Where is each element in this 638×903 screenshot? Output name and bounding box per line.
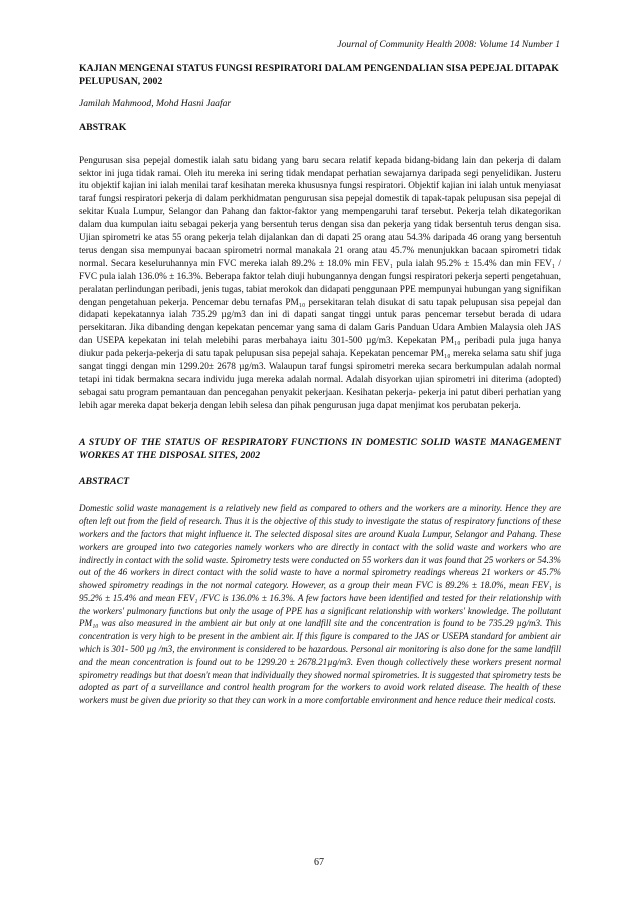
abstract-english: Domestic solid waste management is a relatively new field as compared to others and the workers are a minority. Hence they are often left out from the field of research. Thus it is the objective of this study to investigate the status of respiratory functions of these workers and the factors that might influence it. The selected disposal sites are around Kuala Lumpur, Selangor and Pahang. These workers are grouped into two categories namely workers who are directly in contact with the solid waste and workers who are indirectly in contact with the solid waste. Spirometry tests were conducted on 55 workers dan it was found that 25 workers or 54.3% out of the 46 workers in direct contact with the solid waste to have a normal spirometry readings whereas 21 workers or 45.7% showed spirometry readings in the not normal category. However, as a group their mean FVC is 89.2% ± 18.0%, mean FEV₁ is 95.2% ± 15.4% and mean FEV₁ /FVC is 136.0% ± 16.3%. A few factors have been identified and tested for their relationship with the workers' pulmonary functions but only the usage of PPE has a significant relationship with workers' knowledge. The pollutant PM₁₀ was also measured in the ambient air but only at one landfill site and the concentration is found to be 735.29 µg/m3. This concentration is very high to be present in the ambient air. If this figure is compared to the JAS or USEPA standard for ambient air which is 301- 500 µg /m3, the environment is considered to be hazardous. Personal air monitoring is also done for the same landfill and the mean concentration is found out to be 1299.20 ± 2678.21µg/m3. Even though collectively these workers present normal spirometry readings but that doesn't mean that individually they showed normal spirometries. It is suggested that spirometry tests be adopted as part of a surveillance and control health program for the workers to avoid work related disease. The health of these workers must be given due priority so that they can work in a more comfortable environment and hence reduce their medical costs. — [79, 503, 561, 706]
abstract-malay: Pengurusan sisa pepejal domestik ialah satu bidang yang baru secara relatif kepada bidang-bidang lain dan pekerja di dalam sektor ini juga tidak ramai. Oleh itu mereka ini sering tidak mendapat perhatian sewajarnya daripada segi penyelidikan. Justeru itu objektif kajian ini ialah menilai taraf kesihatan mereka khususnya fungsi respiratori. Objektif kajian ini ialah untuk menyiasat taraf fungsi respiratori pekerja di dalam perkhidmatan pengurusan sisa pepejal domestik di tapak-tapak pelupusan sisa pepejal di sekitar Kuala Lumpur, Selangor dan Pahang dan faktor-faktor yang mempengaruhi taraf tersebut. Pekerja telah dikategorikan dalam dua kumpulan iaitu sebagai pekerja yang bersentuh terus dengan sisa dan pekerja yang tidak bersentuh terus dengan sisa. Ujian spirometri ke atas 55 orang pekerja telah dijalankan dan di dapati 25 orang atau 54.3% daripada 46 orang yang bersentuh terus dengan sisa mempunyai bacaan spirometri normal manakala 21 orang atau 45.7% menunjukkan bacaan spirometri tidak normal. Secara keseluruhannya min FVC mereka ialah 89.2% ± 18.0% min FEV₁ pula ialah 95.2% ± 15.4% dan min FEV₁ / FVC pula ialah 136.0% ± 16.3%. Beberapa faktor telah diuji hubungannya dengan fungsi respiratori pekerja seperti pengetahuan, peralatan perlindungan peribadi, jenis tugas, tabiat merokok dan didapati penggunaan PPE mempunyai hubungan yang signifikan dengan pengetahuan pekerja. Pencemar debu ternafas PM₁₀ persekitaran telah disukat di satu tapak pelupusan sisa pepejal dan didapati kepekatannya ialah 735.29 µg/m3 dan ini di dapati sangat tinggi untuk paras pencemar tersebut berada di udara persekitaran. Jika dibanding dengan kepekatan pencemar yang sama di dalam Garis Panduan Udara Ambien Malaysia oleh JAS dan USEPA kepekatan ini telah melebihi paras merbahaya iaitu 301-500 µg/m3. Kepekatan PM₁₀ peribadi pula juga hanya diukur pada pekerja-pekerja di satu tapak pelupusan sisa pepejal sahaja. Kepekatan pencemar PM₁₀ mereka selama satu shif juga sangat tinggi dengan min 1299.20± 2678 µg/m3. Walaupun taraf fungsi spirometri mereka secara berkumpulan adalah normal tetapi ini tidak bermakna secara individu juga mereka adalah normal. Adalah disyorkan ujian spirometri ini diterima (adopted) sebagai satu program pemantauan dan pencegahan penyakit pekerjaan. Kesihatan pekerja- pekerja ini patut diberi perhatian yang lebih agar mereka dapat bekerja dengan lebih selesa dan pihak pengurusan juga dapat menjimat kos perubatan pekerja. — [79, 155, 561, 411]
page-number: 67 — [314, 857, 324, 868]
abstract-heading-english: ABSTRACT — [79, 476, 130, 488]
abstract-heading-malay: ABSTRAK — [79, 121, 127, 133]
article-title-malay: KAJIAN MENGENAI STATUS FUNGSI RESPIRATORI DALAM PENGENDALIAN SISA PEPEJAL DITAPAK PELUPUSAN, 2002 — [79, 63, 559, 87]
journal-header: Journal of Community Health 2008: Volume 14 Number 1 — [337, 39, 560, 50]
article-authors: Jamilah Mahmood, Mohd Hasni Jaafar — [79, 97, 232, 109]
article-body — [79, 63, 561, 707]
article-title-english: A STUDY OF THE STATUS OF RESPIRATORY FUNCTIONS IN DOMESTIC SOLID WASTE MANAGEMENT WORKES AT THE DISPOSAL SITES, 2002 — [79, 436, 561, 461]
